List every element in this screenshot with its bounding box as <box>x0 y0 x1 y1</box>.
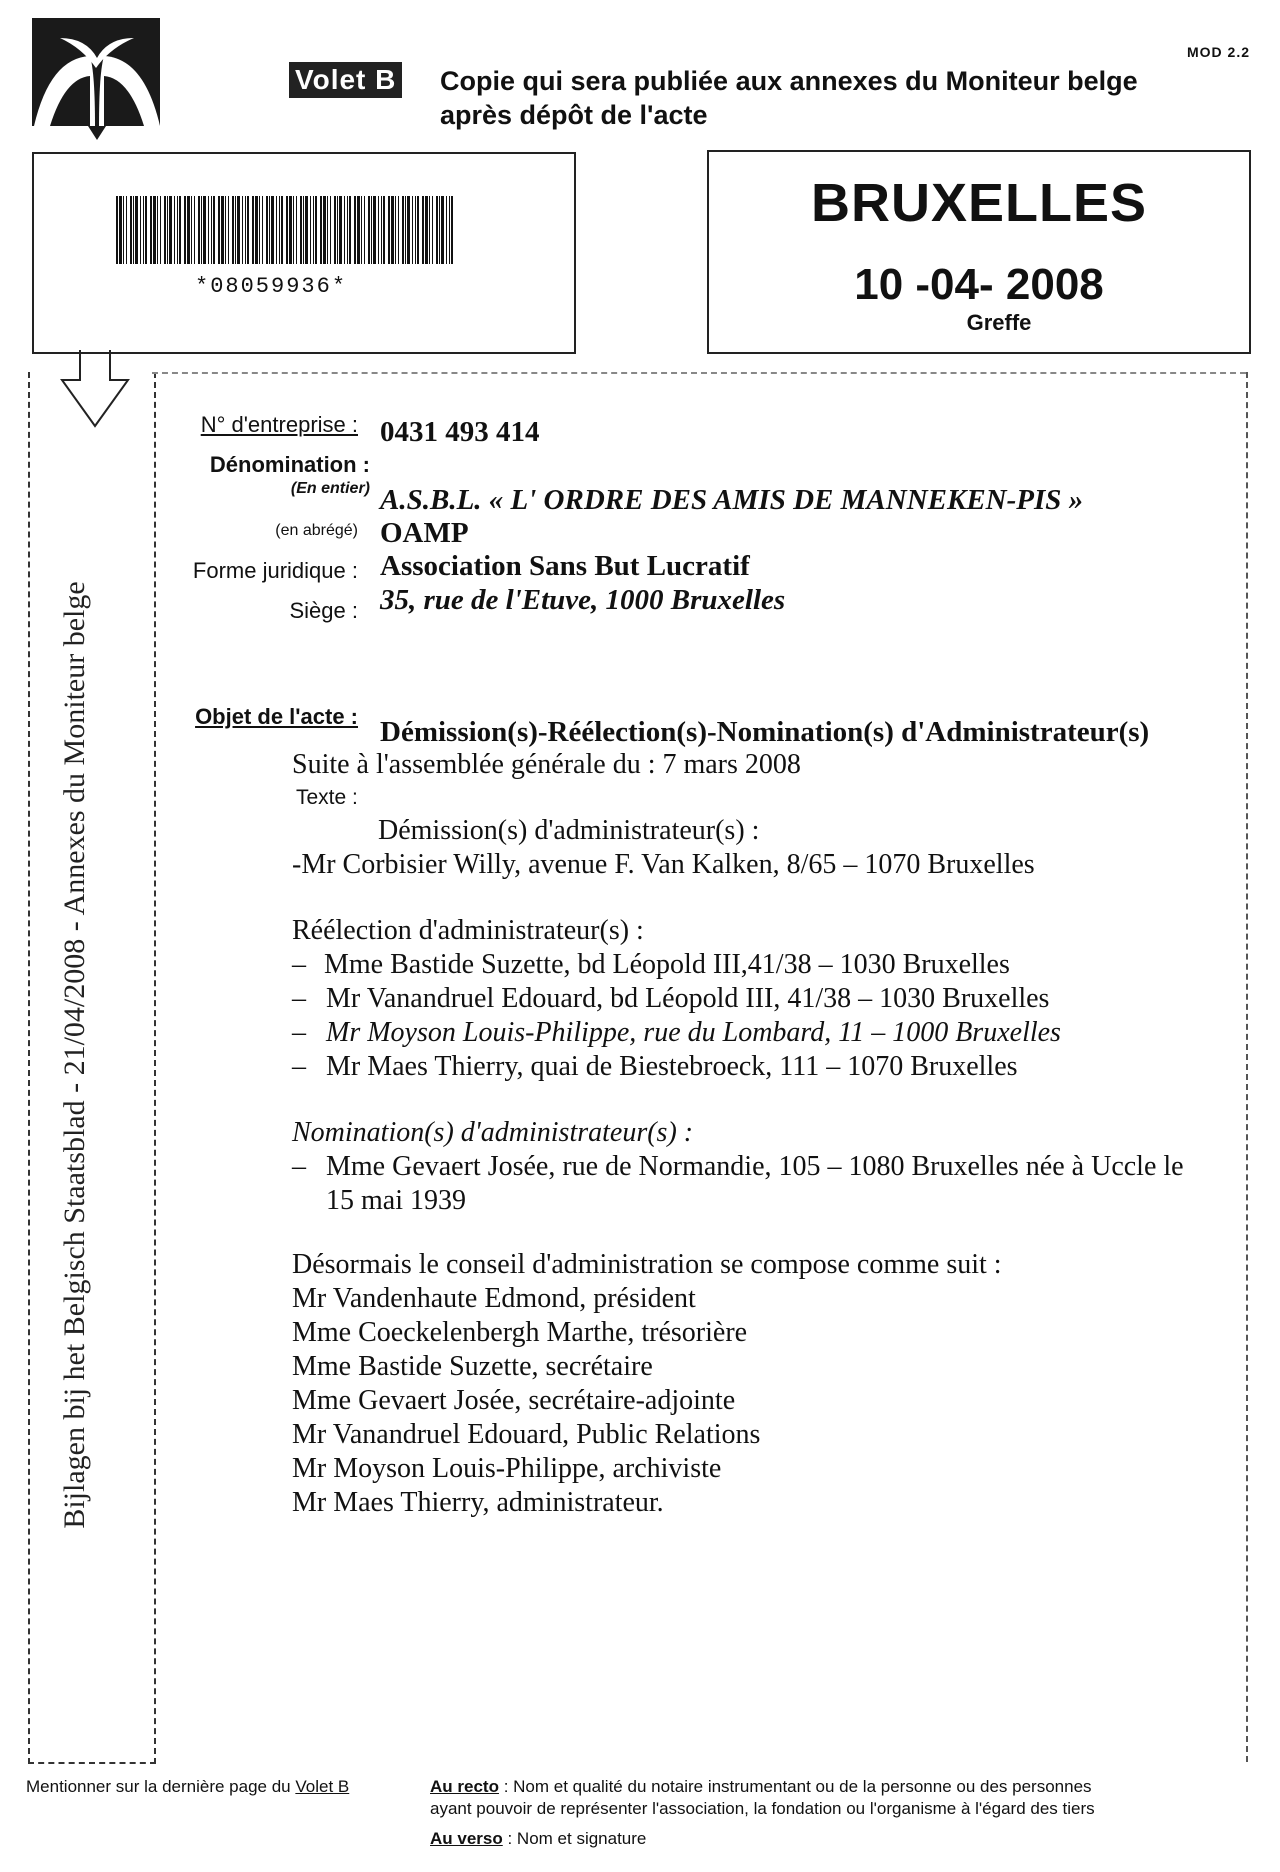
barcode-bar <box>315 196 317 264</box>
barcode-bar <box>279 196 280 264</box>
verso-text: : Nom et signature <box>507 1829 647 1848</box>
barcode-bar <box>235 196 236 264</box>
barcode-bar <box>391 196 394 264</box>
company-number-label: N° d'entreprise : <box>200 412 358 437</box>
list-item: – Mr Maes Thierry, quai de Biestebroeck, 111 – 1070 Bruxelles <box>292 1051 1018 1082</box>
list-item: Mr Vanandruel Edouard, Public Relations <box>292 1419 761 1450</box>
barcode-bar <box>451 196 453 264</box>
barcode-bar <box>225 196 226 264</box>
barcode-bar <box>412 196 413 264</box>
barcode-bar <box>145 196 147 264</box>
volet-b-link: Volet B <box>295 1777 350 1796</box>
volet-badge: Volet B <box>289 62 402 98</box>
barcode-bar <box>293 196 294 264</box>
list-item: Mme Gevaert Josée, secrétaire-adjointe <box>292 1385 736 1416</box>
barcode-bar <box>320 196 322 264</box>
barcode-bar <box>371 196 372 264</box>
barcode-bar <box>174 196 175 264</box>
barcode-bar <box>300 196 302 264</box>
barcode-bar <box>164 196 166 264</box>
barcode-bar <box>245 196 246 264</box>
list-item: Mme Coeckelenbergh Marthe, trésorière <box>292 1317 748 1348</box>
act-object-label: Objet de l'acte : <box>195 704 358 729</box>
barcode-bar <box>429 196 430 264</box>
barcode-bar <box>407 196 410 264</box>
abbrev-label: (en abrégé) <box>275 522 358 539</box>
barcode-bar <box>237 196 240 264</box>
barcode-bar <box>296 196 297 264</box>
recto-text1: : Nom et qualité du notaire instrumentant ou de la personne ou des personnes <box>503 1777 1092 1796</box>
list-item: Mme Bastide Suzette, secrétaire <box>292 1351 653 1382</box>
barcode-bar <box>339 196 342 264</box>
barcode-bar <box>157 196 158 264</box>
barcode-bar <box>247 196 249 264</box>
barcode-bar <box>439 196 440 264</box>
barcode-bar <box>184 196 186 264</box>
list-item: – Mme Bastide Suzette, bd Léopold III,41/38 – 1030 Bruxelles <box>292 949 1010 980</box>
barcode-bar <box>286 196 288 264</box>
nominate-line1: Mme Gevaert Josée, rue de Normandie, 105 – 1080 Bruxelles née à Uccle le <box>326 1151 1184 1182</box>
right-border <box>1246 372 1248 1762</box>
barcode-bar <box>169 196 172 264</box>
barcode-bar <box>153 196 156 264</box>
act-object: Démission(s)-Réélection(s)-Nomination(s) d'Administrateur(s) <box>380 716 1150 748</box>
header-title-line1: Copie qui sera publiée aux annexes du Moniteur belge <box>440 66 1138 96</box>
barcode-bar <box>119 196 122 264</box>
margin-vertical-text: Bijlagen bij het Belgisch Staatsblad - 21/04/2008 - Annexes du Moniteur belge <box>58 581 91 1529</box>
stamp-office: Greffe <box>966 310 1032 335</box>
footer-recto <box>430 1776 1092 1798</box>
barcode-bar <box>303 196 304 264</box>
barcode-bar <box>191 196 192 264</box>
list-item: – Mr Vanandruel Edouard, bd Léopold III, 41/38 – 1030 Bruxelles <box>292 983 1050 1014</box>
barcode-bar <box>160 196 161 264</box>
barcode-bar <box>140 196 141 264</box>
text-label: Texte : <box>296 786 358 809</box>
legal-form: Association Sans But Lucratif <box>380 550 750 582</box>
barcode-bar <box>143 196 144 264</box>
barcode-bar <box>271 196 274 264</box>
barcode-bar <box>349 196 351 264</box>
stamp-date: 10 -04- 2008 <box>854 260 1104 309</box>
barcode-bar <box>213 196 215 264</box>
barcode-bar <box>194 196 195 264</box>
barcode-bar <box>218 196 220 264</box>
barcode-bar <box>133 196 134 264</box>
footer-mention <box>26 1776 349 1798</box>
barcode-bar <box>373 196 376 264</box>
barcode-bar <box>381 196 382 264</box>
barcode-bar <box>354 196 356 264</box>
barcode-bar <box>269 196 270 264</box>
barcode-bar <box>405 196 406 264</box>
barcode-bar <box>425 196 428 264</box>
barcode-bar <box>266 196 268 264</box>
moniteur-belge-logo <box>20 18 170 140</box>
barcode-bar <box>252 196 254 264</box>
barcode-bar <box>446 196 447 264</box>
barcode-bar <box>337 196 338 264</box>
barcode-bar <box>123 196 124 264</box>
barcode-bar <box>378 196 379 264</box>
barcode-bar <box>211 196 212 264</box>
resign-item: -Mr Corbisier Willy, avenue F. Van Kalken, 8/65 – 1070 Bruxelles <box>292 849 1035 880</box>
nominate-item: – Mme Gevaert Josée, rue de Normandie, 105 – 1080 Bruxelles née à Uccle le 15 mai 1939 <box>292 1151 1184 1216</box>
barcode-bar <box>364 196 365 264</box>
barcode-bar <box>177 196 178 264</box>
legal-form-label: Forme juridique : <box>192 558 358 583</box>
top-border <box>152 372 1246 374</box>
barcode-bar <box>208 196 209 264</box>
barcode-bar <box>187 196 190 264</box>
barcode-bar <box>259 196 260 264</box>
barcode-bar <box>203 196 206 264</box>
barcode-number: *08059936* <box>195 274 348 299</box>
barcode-bar <box>201 196 202 264</box>
full-name: A.S.B.L. « L' ORDRE DES AMIS DE MANNEKEN-PIS » <box>380 484 1084 516</box>
footer-verso <box>430 1828 646 1850</box>
barcode-bar <box>276 196 277 264</box>
barcode-bar <box>255 196 258 264</box>
barcode-bar <box>179 196 181 264</box>
full-name-label: (En entier) <box>290 480 370 497</box>
barcode-bar <box>310 196 311 264</box>
barcode-bar <box>167 196 168 264</box>
barcode-bar <box>262 196 263 264</box>
barcode-bar <box>228 196 229 264</box>
company-number: 0431 493 414 <box>380 416 540 448</box>
reelect-list <box>292 948 1061 1084</box>
denomination-label: Dénomination : <box>209 452 370 477</box>
nominate-heading: Nomination(s) d'administrateur(s) : <box>292 1117 694 1148</box>
barcode-bar <box>347 196 348 264</box>
recto-label: Au recto <box>430 1777 499 1796</box>
barcode-bar <box>116 196 118 264</box>
nominate-line2: 15 mai 1939 <box>326 1185 466 1216</box>
form-code: MOD 2.2 <box>1186 44 1250 60</box>
footer-mention-text: Mentionner sur la dernière page du <box>26 1777 291 1796</box>
barcode-bar <box>305 196 308 264</box>
barcode-bar <box>242 196 243 264</box>
barcode-bar <box>313 196 314 264</box>
barcode-bar <box>402 196 404 264</box>
barcode-bar <box>449 196 450 264</box>
barcode-bar <box>281 196 283 264</box>
list-item: – Mr Moyson Louis-Philippe, rue du Lombard, 11 – 1000 Bruxelles <box>292 1017 1061 1048</box>
registry-stamp <box>707 150 1251 354</box>
verso-label: Au verso <box>430 1829 503 1848</box>
barcode-bar <box>357 196 360 264</box>
barcode-bar <box>150 196 152 264</box>
meeting-date: Suite à l'assemblée générale du : 7 mars 2008 <box>292 749 801 780</box>
recto-text2: ayant pouvoir de représenter l'association, la fondation ou l'organisme à l'égard des tiers <box>430 1799 1095 1818</box>
barcode-bar <box>422 196 424 264</box>
barcode-bar <box>135 196 138 264</box>
stamp-city: BRUXELLES <box>810 173 1148 233</box>
barcode-bar <box>221 196 224 264</box>
abbrev-name: OAMP <box>380 517 469 549</box>
resign-heading: Démission(s) d'administrateur(s) : <box>378 815 760 846</box>
barcode-bar <box>198 196 200 264</box>
barcode-bar <box>415 196 416 264</box>
barcode-bar <box>334 196 336 264</box>
list-item: Mr Vandenhaute Edmond, président <box>292 1283 696 1314</box>
barcode-bar <box>388 196 390 264</box>
barcode-bar <box>417 196 419 264</box>
reelect-heading: Réélection d'administrateur(s) : <box>292 915 644 946</box>
barcode-bar <box>432 196 433 264</box>
barcode-bar <box>436 196 438 264</box>
barcode-bar <box>383 196 385 264</box>
barcode-bar <box>368 196 370 264</box>
barcode <box>116 196 456 264</box>
barcode-bar <box>232 196 234 264</box>
barcode-bar <box>395 196 396 264</box>
barcode-bar <box>323 196 326 264</box>
barcode-bar <box>126 196 127 264</box>
barcode-bar <box>330 196 331 264</box>
list-item: Mr Maes Thierry, administrateur. <box>292 1487 664 1518</box>
header-title-line2: après dépôt de l'acte <box>440 100 708 130</box>
list-item: Mr Moyson Louis-Philippe, archiviste <box>292 1453 722 1484</box>
header-title <box>440 64 1138 132</box>
barcode-bar <box>441 196 444 264</box>
barcode-bar <box>289 196 292 264</box>
barcode-bar <box>130 196 132 264</box>
margin-strip <box>28 372 156 1764</box>
board-heading: Désormais le conseil d'administration se compose comme suit : <box>292 1249 1002 1280</box>
barcode-bar <box>361 196 362 264</box>
barcode-bar <box>398 196 399 264</box>
seat-address: 35, rue de l'Etuve, 1000 Bruxelles <box>380 584 786 616</box>
barcode-bar <box>344 196 345 264</box>
seat-label: Siège : <box>289 598 358 623</box>
barcode-bar <box>327 196 328 264</box>
board-list <box>292 1282 760 1520</box>
